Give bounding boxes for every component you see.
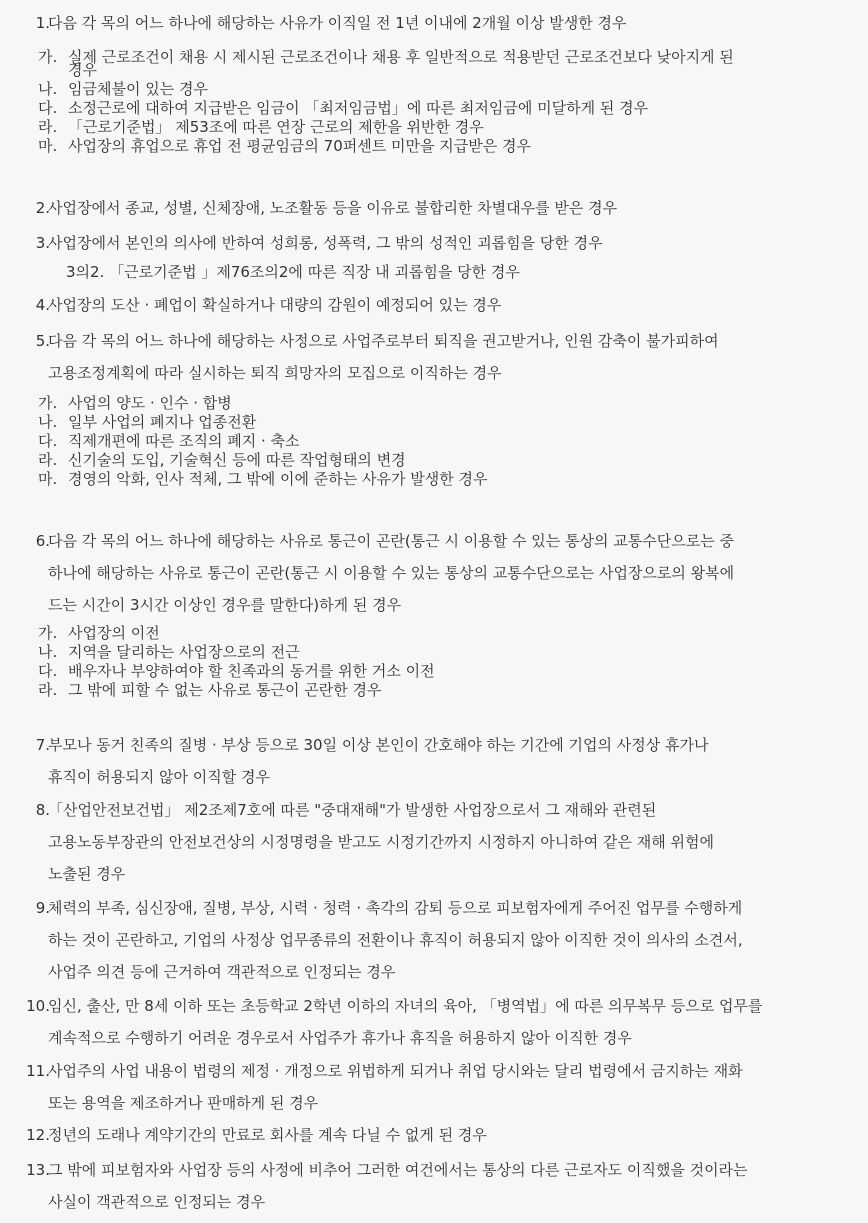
sub-list-item — [38, 118, 858, 137]
sub-item-mark: 다. — [38, 662, 58, 680]
item-number: 6. — [35, 532, 50, 550]
item-text-line: 다음 각 목의 어느 하나에 해당하는 사정으로 사업주로부터 퇴직을 권고받거나, 인원 감축이 불가피하여 — [48, 332, 719, 350]
item-number: 13. — [26, 1161, 50, 1179]
list-item — [18, 895, 858, 985]
sub-list-item — [38, 80, 858, 99]
sub-list-item — [38, 48, 858, 80]
sub-item-3-2: 3의2. 「근로기준법 」제76조의2에 따른 직장 내 괴롭힘을 당한 경우 — [66, 263, 520, 281]
list-item — [18, 230, 858, 256]
list-item — [18, 10, 858, 36]
item-number: 4. — [35, 296, 50, 314]
item-text-line: 정년의 도래나 계약기간의 만료로 회사를 계속 다닐 수 없게 된 경우 — [48, 1126, 487, 1144]
sub-list-item — [38, 137, 858, 156]
sub-item-text: 일부 사업의 폐지나 업종전환 — [68, 413, 257, 431]
item-text-line: 휴직이 허용되지 않아 이직할 경우 — [48, 768, 270, 786]
item-number: 7. — [35, 736, 50, 754]
item-text-line: 그 밖에 피보험자와 사업장 등의 사정에 비추어 그러한 여건에서는 통상의 다른 근로자도 이직했을 것이라는 — [48, 1161, 748, 1179]
item-text-line: 사업장의 도산 · 폐업이 확실하거나 대량의 감원이 예정되어 있는 경우 — [48, 296, 502, 314]
sub-list-item — [38, 470, 858, 489]
sub-item-mark: 나. — [38, 643, 58, 661]
list-item — [18, 993, 858, 1051]
sub-list — [38, 48, 858, 156]
item-text-line: 하는 것이 곤란하고, 기업의 사정상 업무종류의 전환이나 휴직이 허용되지 않아 이직한 것이 의사의 소견서, — [48, 931, 743, 949]
sub-item-text: 실제 근로조건이 채용 시 제시된 근로조건이나 채용 후 일반적으로 적용받던 근로조건보다 낮아지게 된 — [68, 48, 734, 66]
sub-item-mark: 라. — [38, 451, 58, 469]
list-item — [18, 1157, 858, 1215]
sub-item-mark: 마. — [38, 137, 58, 155]
sub-item-mark: 다. — [38, 432, 58, 450]
sub-item-mark: 나. — [38, 80, 58, 98]
list-item — [18, 797, 858, 887]
item-text-line: 사업장에서 종교, 성별, 신체장애, 노조활동 등을 이유로 불합리한 차별대우를 받은 경우 — [48, 199, 618, 217]
sub-list-item — [38, 99, 858, 118]
sub-item-text: 사업장의 이전 — [68, 624, 160, 642]
item-text-line: 체력의 부족, 심신장애, 질병, 부상, 시력 · 청력 · 촉각의 감퇴 등으로 피보험자에게 주어진 업무를 수행하게 — [48, 899, 743, 917]
sub-item-mark: 나. — [38, 413, 58, 431]
item-text-line: 하나에 해당하는 사유로 통근이 곤란(통근 시 이용할 수 있는 통상의 교통수단으로는 사업장으로의 왕복에 — [48, 564, 735, 582]
sub-item-text: 소정근로에 대하여 지급받은 임금이 「최저임금법」에 따른 최저임금에 미달하게 된 경우 — [68, 99, 649, 117]
sub-item-mark: 마. — [38, 470, 58, 488]
item-number: 1. — [35, 14, 50, 32]
sub-item-text: 사업의 양도 · 인수 · 합병 — [68, 394, 232, 412]
item-text-line: 「산업안전보건법」 제2조제7호에 따른 "중대재해"가 발생한 사업장으로서 그 재해와 관련된 — [48, 801, 657, 819]
item-number: 10. — [26, 997, 50, 1015]
sub-item-text: 임금체불이 있는 경우 — [68, 80, 208, 98]
sub-item-text: 배우자나 부양하여야 할 친족과의 동거를 위한 거소 이전 — [68, 662, 435, 680]
item-text-line: 부모나 동거 친족의 질병 · 부상 등으로 30일 이상 본인이 간호해야 하는 기간에 기업의 사정상 휴가나 — [48, 736, 709, 754]
sub-item-text: 경영의 악화, 인사 적체, 그 밖에 이에 준하는 사유가 발생한 경우 — [68, 470, 488, 488]
sub-item-text: 사업장의 휴업으로 휴업 전 평균임금의 70퍼센트 미만을 지급받은 경우 — [68, 137, 531, 155]
sub-item-mark: 가. — [38, 394, 58, 412]
list-item — [18, 1058, 858, 1116]
item-text-line: 사업주 의견 등에 근거하여 객관적으로 인정되는 경우 — [48, 963, 396, 981]
item-number: 12. — [26, 1126, 50, 1144]
item-text-line: 고용노동부장관의 안전보건상의 시정명령을 받고도 시정기간까지 시정하지 아니하여 같은 재해 위험에 — [48, 833, 714, 851]
sub-list-item — [38, 681, 858, 700]
sub-list — [38, 624, 858, 700]
sub-list — [38, 394, 858, 489]
sub-list-item — [38, 451, 858, 470]
sub-item-mark: 가. — [38, 48, 58, 66]
sub-item-text: 신기술의 도입, 기술혁신 등에 따른 작업형태의 변경 — [68, 451, 406, 469]
item-number: 9. — [35, 899, 50, 917]
sub-list-item — [38, 643, 858, 662]
list-item — [18, 195, 858, 221]
sub-item-mark: 다. — [38, 99, 58, 117]
sub-item-mark: 라. — [38, 118, 58, 136]
item-text-line: 드는 시간이 3시간 이상인 경우를 말한다)하게 된 경우 — [48, 596, 402, 614]
item-number: 8. — [35, 801, 50, 819]
item-text-line: 다음 각 목의 어느 하나에 해당하는 사유로 통근이 곤란(통근 시 이용할 수 있는 통상의 교통수단으로는 중 — [48, 532, 734, 550]
item-number: 3. — [35, 234, 50, 252]
item-number: 5. — [35, 332, 50, 350]
item-number: 2. — [35, 199, 50, 217]
sub-item-text-continued: 경우 — [68, 61, 97, 79]
item-text-line: 사업장에서 본인의 의사에 반하여 성희롱, 성폭력, 그 밖의 성적인 괴롭힘을 당한 경우 — [48, 234, 603, 252]
sub-item-mark: 가. — [38, 624, 58, 642]
sub-list-item — [38, 432, 858, 451]
item-text-line: 고용조정계획에 따라 실시하는 퇴직 희망자의 모집으로 이직하는 경우 — [48, 364, 502, 382]
sub-list-item — [38, 624, 858, 643]
list-item — [18, 528, 858, 618]
item-text-line: 임신, 출산, 만 8세 이하 또는 초등학교 2학년 이하의 자녀의 육아, 「병역법」에 따른 의무복무 등으로 업무를 — [48, 997, 763, 1015]
list-item — [18, 1122, 858, 1148]
item-text-line: 사업주의 사업 내용이 법령의 제정 · 개정으로 위법하게 되거나 취업 당시와는 달리 법령에서 금지하는 재화 — [48, 1062, 743, 1080]
sub-item-text: 그 밖에 피할 수 없는 사유로 통근이 곤란한 경우 — [68, 681, 382, 699]
item-text-line: 사실이 객관적으로 인정되는 경우 — [48, 1193, 266, 1211]
list-item — [18, 732, 858, 790]
sub-list-item — [38, 413, 858, 432]
sub-list-item — [38, 662, 858, 681]
sub-item-text: 직제개편에 따른 조직의 폐지 · 축소 — [68, 432, 300, 450]
sub-item-text: 지역을 달리하는 사업장으로의 전근 — [68, 643, 300, 661]
list-item — [18, 328, 858, 386]
item-text-line: 또는 용역을 제조하거나 판매하게 된 경우 — [48, 1094, 319, 1112]
item-number: 11. — [26, 1062, 50, 1080]
list-item — [18, 292, 858, 318]
item-text-line: 다음 각 목의 어느 하나에 해당하는 사유가 이직일 전 1년 이내에 2개월 이상 발생한 경우 — [48, 14, 627, 32]
sub-item-text: 「근로기준법」 제53조에 따른 연장 근로의 제한을 위반한 경우 — [68, 118, 484, 136]
item-text-line: 계속적으로 수행하기 어려운 경우로서 사업주가 휴가나 휴직을 허용하지 않아 이직한 경우 — [48, 1029, 632, 1047]
item-text-line: 노출된 경우 — [48, 865, 126, 883]
sub-list-item — [38, 394, 858, 413]
sub-item-mark: 라. — [38, 681, 58, 699]
